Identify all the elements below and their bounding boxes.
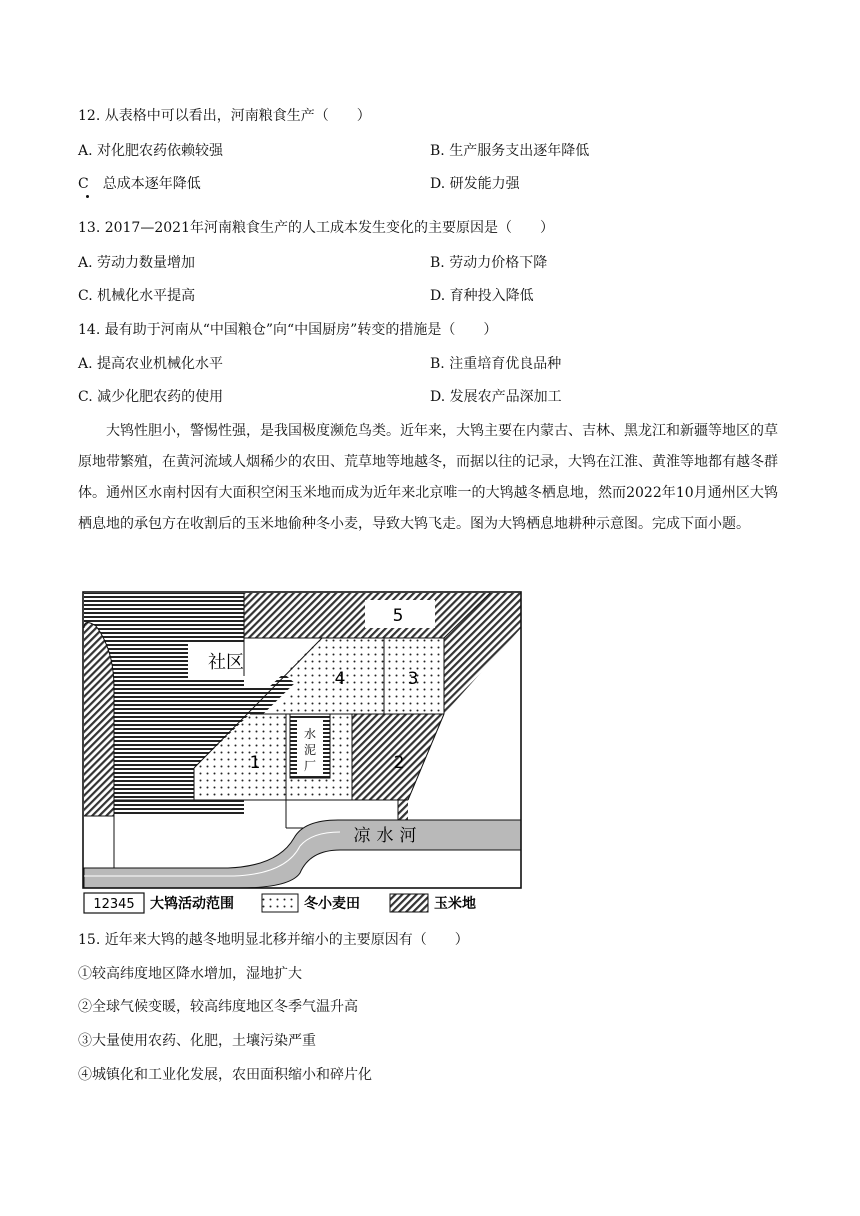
area-label-3: 3 bbox=[407, 669, 419, 689]
factory-label-3: 厂 bbox=[303, 759, 317, 773]
q14-option-b: B. 注重培育优良品种 bbox=[430, 356, 562, 372]
q15-option-2: ②全球气候变暖，较高纬度地区冬季气温升高 bbox=[78, 999, 358, 1015]
passage: 大鸨性胆小，警惕性强，是我国极度濒危鸟类。近年来，大鸨主要在内蒙古、吉林、黑龙江和新疆等地区的草原地带繁殖，在黄河流域人烟稀少的农田、荒草地等地越冬，而据以往的记录，大鸨在江淮、黄淮等地都有越冬群体。通州区水南村因有大面积空闲玉米地而成为近年来北京唯一的大鸨越冬栖息地，然而2022年10月通州区大鸨栖息地的承包方在收割后的玉米地偷种冬小麦，导致大鸨飞走。图为大鸨栖息地耕种示意图。完成下面小题。 bbox=[78, 423, 778, 532]
area-label-5: 5 bbox=[392, 606, 404, 626]
q12-option-d: D. 研发能力强 bbox=[430, 176, 520, 192]
q14-stem: 14. 最有助于河南从“中国粮仓”向“中国厨房”转变的措施是（ ） bbox=[78, 322, 498, 338]
map-legend bbox=[84, 893, 476, 913]
q12-option-a: A. 对化肥农药依赖较强 bbox=[78, 143, 224, 159]
stray-dot bbox=[86, 195, 89, 198]
legend-range-label: 大鸨活动范围 bbox=[150, 896, 234, 912]
habitat-map bbox=[78, 588, 528, 918]
factory-label-2: 泥 bbox=[303, 743, 317, 757]
q14-option-c: C. 减少化肥农药的使用 bbox=[78, 389, 224, 405]
q15-stem: 15. 近年来大鸨的越冬地明显北移并缩小的主要原因有（ ） bbox=[78, 932, 469, 948]
q14-option-d: D. 发展农产品深加工 bbox=[430, 389, 562, 405]
legend-wheat-swatch bbox=[262, 894, 298, 912]
q15-option-3: ③大量使用农药、化肥，土壤污染严重 bbox=[78, 1033, 316, 1049]
q13-stem: 13. 2017—2021年河南粮食生产的人工成本发生变化的主要原因是（ ） bbox=[78, 220, 554, 236]
legend-corn-swatch bbox=[390, 894, 428, 912]
factory-label-1: 水 bbox=[303, 727, 317, 741]
q13-option-d: D. 育种投入降低 bbox=[430, 288, 534, 304]
river-label: 凉水河 bbox=[353, 826, 423, 846]
community-label: 社区 bbox=[208, 652, 244, 673]
q12-option-b: B. 生产服务支出逐年降低 bbox=[430, 143, 590, 159]
area-label-1: 1 bbox=[249, 753, 261, 773]
q13-option-c: C. 机械化水平提高 bbox=[78, 288, 196, 304]
q14-option-a: A. 提高农业机械化水平 bbox=[78, 356, 224, 372]
q13-option-b: B. 劳动力价格下降 bbox=[430, 255, 548, 271]
q12-option-c: C 总成本逐年降低 bbox=[78, 176, 201, 192]
q12-stem: 12. 从表格中可以看出，河南粮食生产（ ） bbox=[78, 108, 371, 124]
legend-wheat-label: 冬小麦田 bbox=[304, 896, 360, 912]
legend-range-box-text: 12345 bbox=[93, 897, 135, 912]
q13-option-a: A. 劳动力数量增加 bbox=[78, 255, 196, 271]
q15-option-1: ①较高纬度地区降水增加，湿地扩大 bbox=[78, 966, 302, 982]
area-label-2: 2 bbox=[393, 753, 405, 773]
legend-corn-label: 玉米地 bbox=[434, 896, 476, 912]
area-label-4: 4 bbox=[334, 669, 346, 689]
q15-option-4: ④城镇化和工业化发展，农田面积缩小和碎片化 bbox=[78, 1067, 372, 1083]
